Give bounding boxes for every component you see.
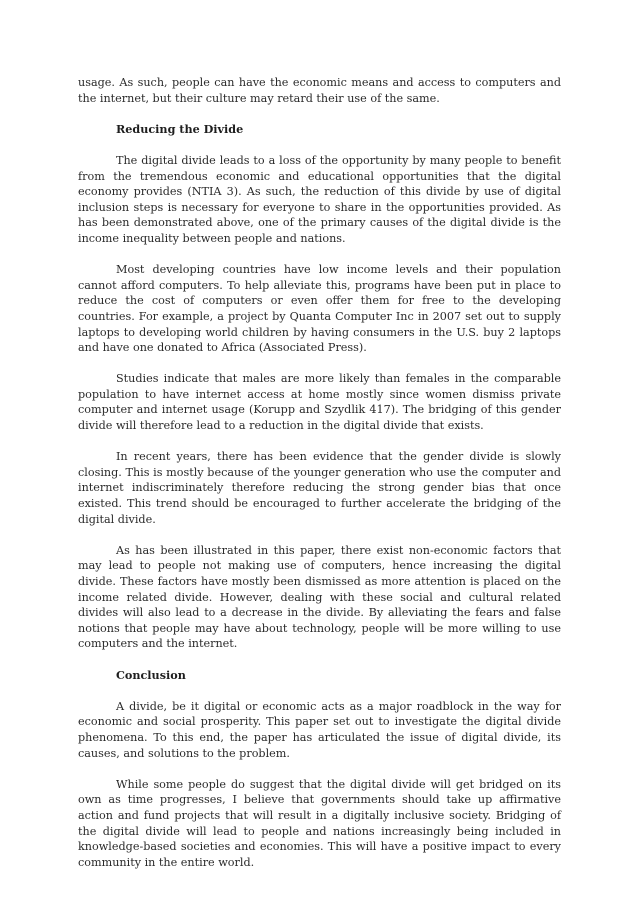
body-paragraph: Most developing countries have low income levels and their population cannot afford computers. To help alleviate this, programs have been put in place to reduce the cost of computers or even offer them for free to the developing countries. For example, a project by Quanta Computer Inc in 2007 set out to supply laptops to developing world children by having consumers in the U.S. buy 2 laptops and have one donated to Africa (Associated Press). (78, 263, 561, 355)
intro-continuation-paragraph: usage. As such, people can have the economic means and access to computers and the internet, but their culture may retard their use of the same. (78, 76, 561, 105)
body-paragraph: Studies indicate that males are more likely than females in the comparable population to have internet access at home mostly since women dismiss private computer and internet usage (Korupp and Szydlik 417). The bridging of this gender divide will therefore lead to a reduction in the digital divide that exists. (78, 372, 561, 433)
body-paragraph: While some people do suggest that the digital divide will get bridged on its own as time progresses, I believe that governments should take up affirmative action and fund projects that will result in a digitally inclusive society. Bridging of the digital divide will lead to people and nations increasingly being included in knowledge-based societies and economies. This will have a positive impact to every community in the entire world. (78, 777, 561, 869)
section-heading-conclusion: Conclusion (116, 667, 186, 682)
body-paragraph: The digital divide leads to a loss of the opportunity by many people to benefit from the tremendous economic and educational opportunities that the digital economy provides (NTIA 3). As such, the reduction of this divide by use of digital inclusion steps is necessary for everyone to share in the opportunities provided. As has been demonstrated above, one of the primary causes of the digital divide is the income inequality between people and nations. (78, 153, 561, 245)
document-page (78, 75, 561, 886)
body-paragraph: In recent years, there has been evidence that the gender divide is slowly closing. This is mostly because of the younger generation who use the computer and internet indiscriminately therefore reducing the strong gender bias that once existed. This trend should be encouraged to further accelerate the bridging of the digital divide. (78, 450, 561, 526)
section-heading-reducing-the-divide: Reducing the Divide (116, 121, 244, 136)
body-paragraph: As has been illustrated in this paper, there exist non-economic factors that may lead to people not making use of computers, hence increasing the digital divide. These factors have mostly been dismissed as more attention is placed on the income related divide. However, dealing with these social and cultural related divides will also lead to a decrease in the divide. By alleviating the fears and false notions that people may have about technology, people will be more willing to use computers and the internet. (78, 543, 561, 651)
body-paragraph: A divide, be it digital or economic acts as a major roadblock in the way for economic and social prosperity. This paper set out to investigate the digital divide phenomena. To this end, the paper has articulated the issue of digital divide, its causes, and solutions to the problem. (78, 699, 561, 760)
